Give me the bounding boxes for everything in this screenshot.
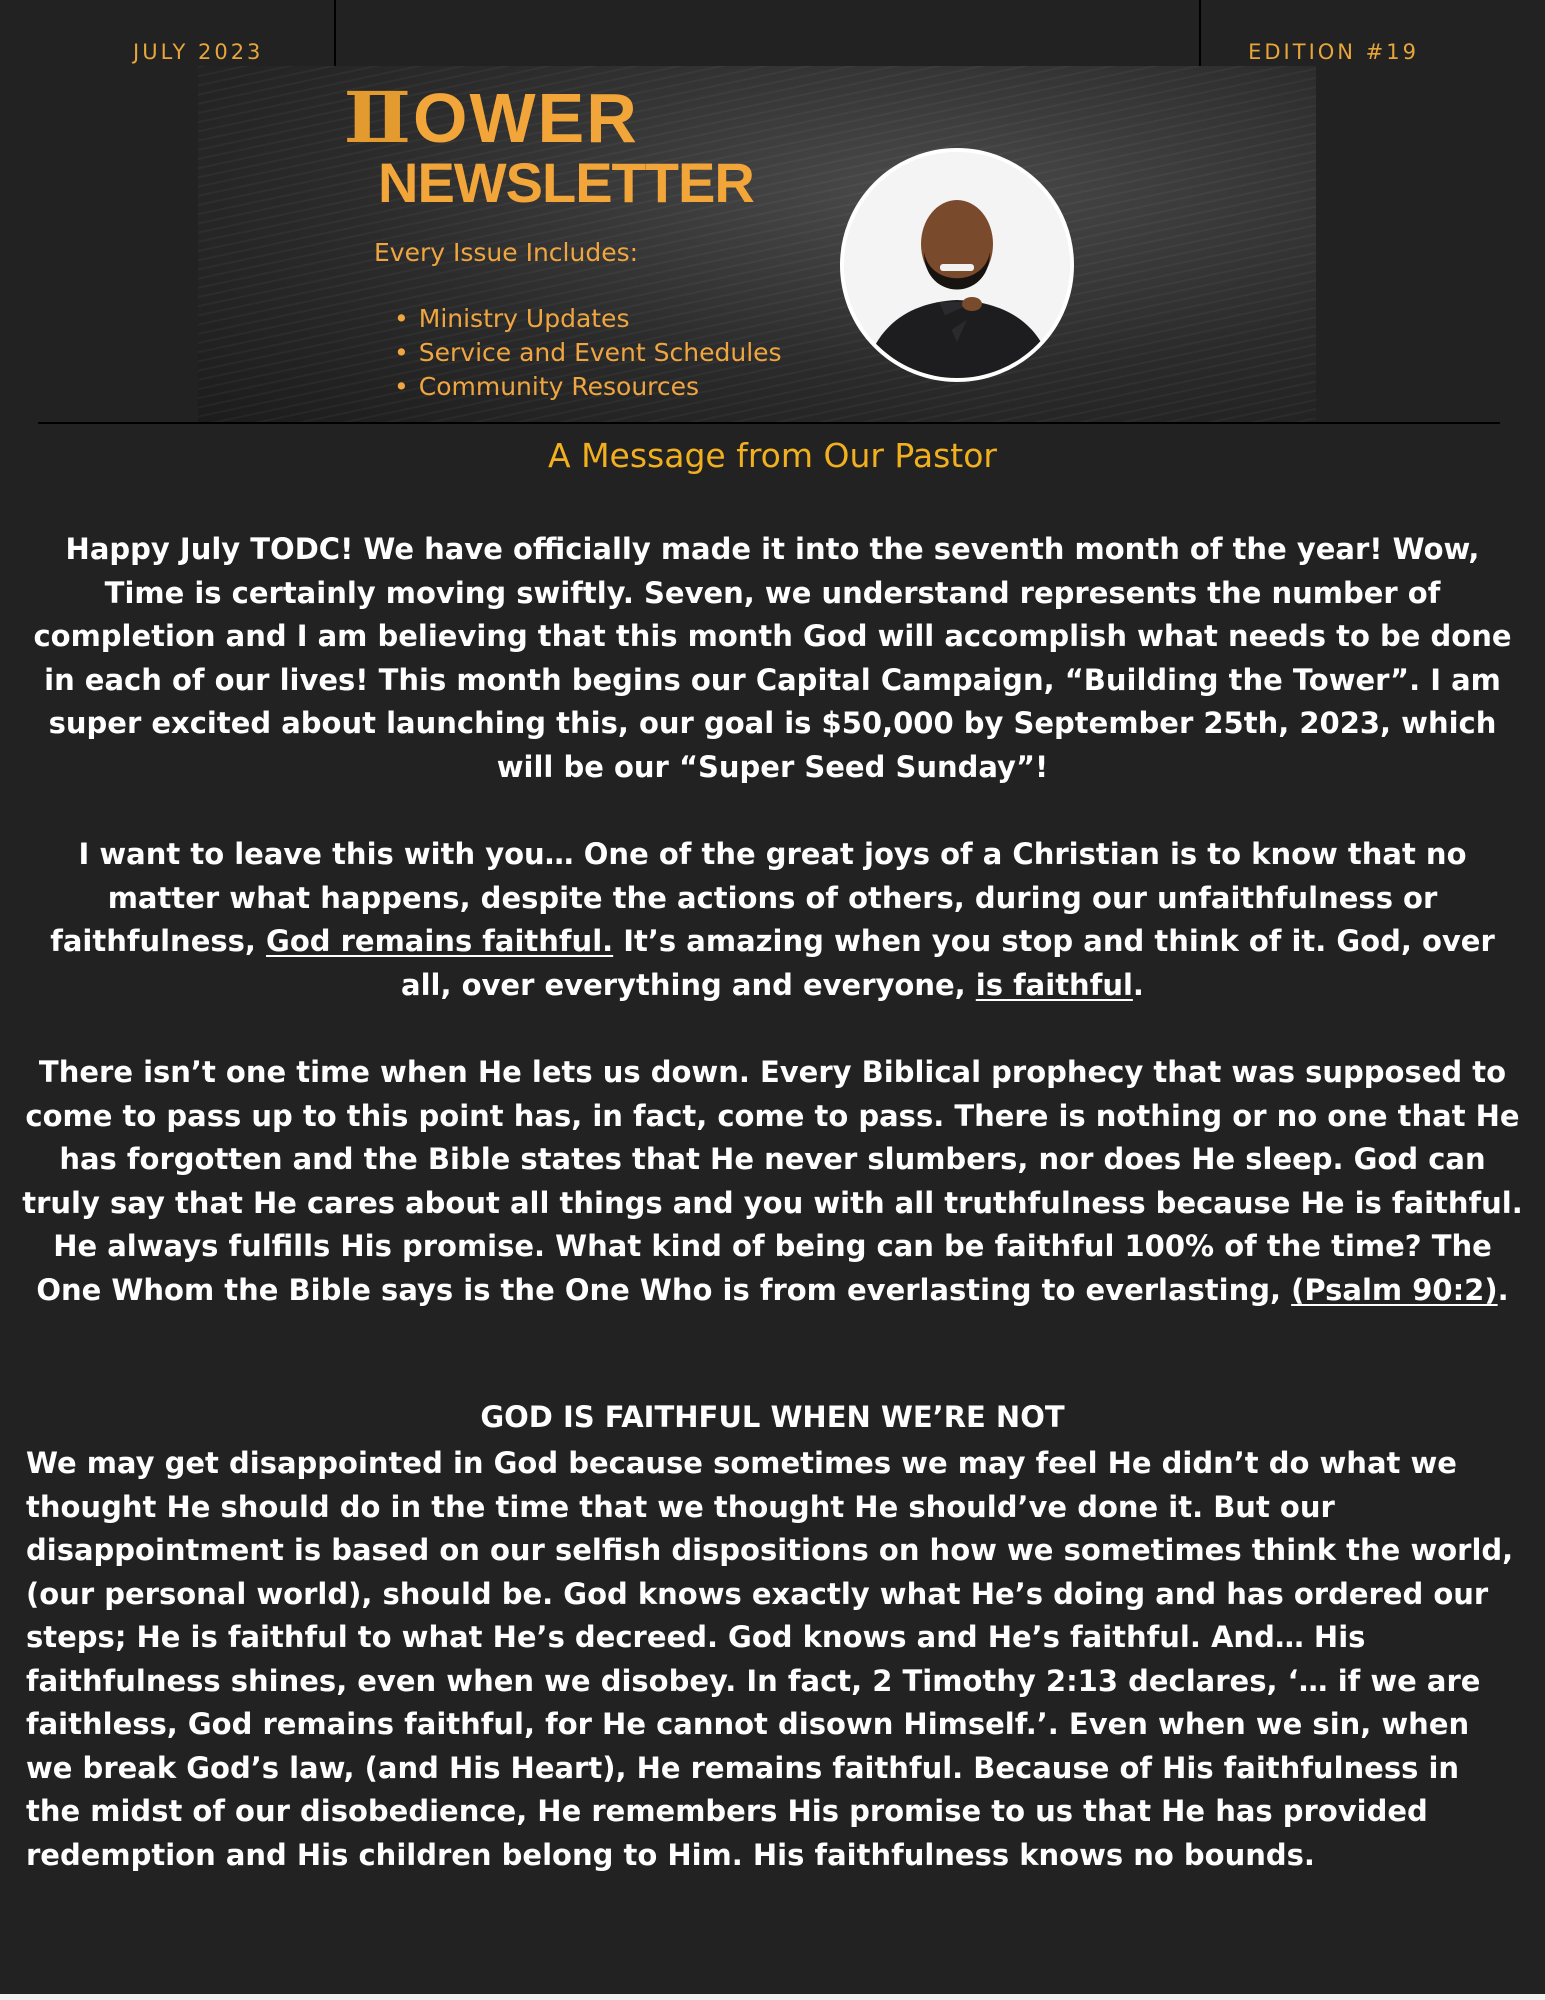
includes-list [394, 302, 782, 404]
includes-item: • Community Resources [394, 370, 782, 404]
paragraph-intro: Happy July TODC! We have officially made it into the seventh month of the year! Wow, Time is certainly moving swiftly. Seven, we understand represents the number of completion and I am believing that this month God will accomplish what needs to be done in each of our lives! This month begins our Capital Campaign, “Building the Tower”. I am super excited about launching this, our goal is $50,000 by September 25th, 2023, which will be our “Super Seed Sunday”! [33, 532, 1512, 784]
paragraph-faithful: I want to leave this with you… One of the great joys of a Christian is to know that no matter what happens, despite the actions of others, during our unfaithfulness or faithfulness, God remains faithful. It’s amazing when you stop and think of it. God, over all, over everything and everyone, is faithful. [50, 837, 1495, 1002]
includes-item: • Service and Event Schedules [394, 336, 782, 370]
subheading: GOD IS FAITHFUL WHEN WE’RE NOT [480, 1400, 1065, 1434]
underline-is-faithful: is faithful [975, 967, 1133, 1002]
includes-item: • Ministry Updates [394, 302, 782, 336]
paragraph-prophecy: There isn’t one time when He lets us down. Every Biblical prophecy that was supposed to come to pass up to this point has, in fact, come to pass. There is nothing or no one that He has forgotten and the Bible states that He never slumbers, nor does He sleep. God can truly say that He cares about all things and you with all truthfulness because He is faithful. He always fulfills His promise. What kind of being can be faithful 100% of the time? The One Whom the Bible says is the One Who is from everlasting to everlasting, (Psalm 90:2). [22, 1055, 1523, 1307]
paragraph-disappointment: We may get disappointed in God because sometimes we may feel He didn’t do what we thought He should do in the time that we thought He should’ve done it. But our disappointment is based on our selfish dispositions on how we sometimes think the world, (our personal world), should be. God knows exactly what He’s doing and has ordered our steps; He is faithful to what He’s decreed. God knows and He’s faithful. And… His faithfulness shines, even when we disobey. In fact, 2 Timothy 2:13 declares, ‘… if we are faithless, God remains faithful, for He cannot disown Himself.’. Even when we sin, when we break God’s law, (and His Heart), He remains faithful. Because of His faithfulness in the midst of our disobedience, He remembers His promise to us that He has provided redemption and His children belong to Him. His faithfulness knows no bounds. [26, 1446, 1514, 1872]
includes-title: Every Issue Includes: [374, 238, 639, 267]
pastor-photo-icon [844, 152, 1070, 378]
logo-tower [343, 76, 639, 159]
scripture-link-psalm[interactable]: (Psalm 90:2) [1291, 1272, 1498, 1307]
section-heading: A Message from Our Pastor [548, 436, 997, 475]
tower-logo-icon: Ⅱ [343, 76, 414, 159]
logo-tower-text: OWER [413, 79, 639, 157]
header-divider-right [1199, 0, 1201, 66]
pastor-avatar [840, 148, 1074, 382]
underline-god-remains-faithful: God remains faithful. [266, 924, 614, 958]
logo-newsletter: NEWSLETTER [378, 151, 754, 214]
issue-date: JULY 2023 [133, 40, 264, 64]
section-divider [38, 422, 1500, 424]
edition-number: EDITION #19 [1248, 40, 1419, 64]
page-bottom-border [0, 1994, 1545, 2000]
newsletter-banner [198, 66, 1316, 422]
header-divider-left [334, 0, 336, 66]
